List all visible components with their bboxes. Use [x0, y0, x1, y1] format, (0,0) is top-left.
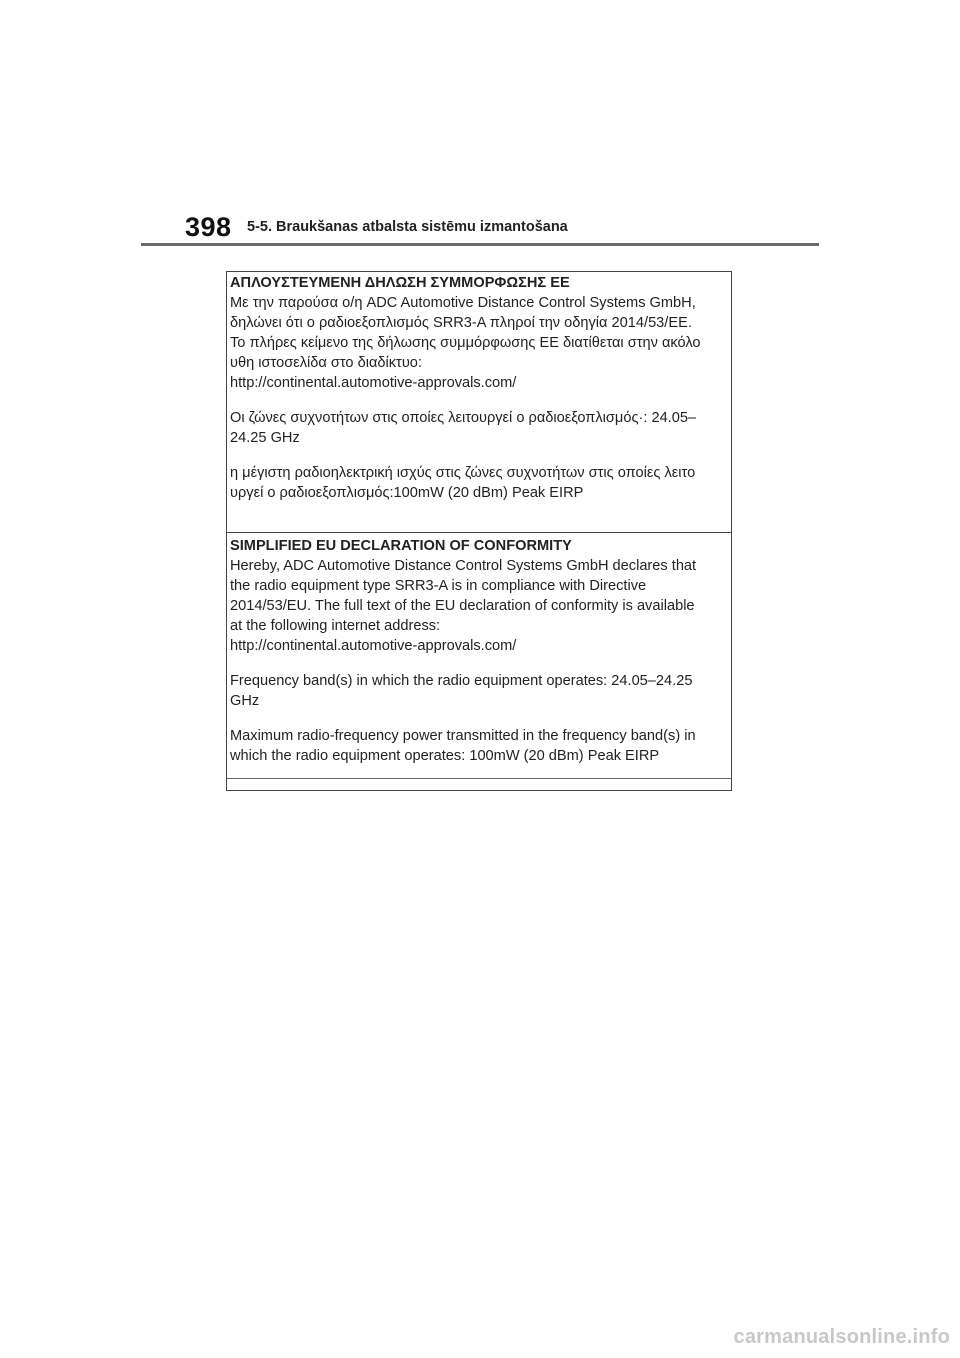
english-declaration-heading: SIMPLIFIED EU DECLARATION OF CONFORMITY [230, 538, 572, 554]
english-para1-line: at the following internet address: [230, 618, 441, 634]
english-para3-line: Maximum radio-frequency power transmitted in the frequency band(s) in [230, 728, 696, 744]
page-number: 398 [185, 212, 232, 242]
conformity-notice-box [226, 271, 732, 791]
greek-para1-line: δηλώνει ότι ο ραδιοεξοπλισμός SRR3-A πληροί την οδηγία 2014/53/ΕΕ. [230, 315, 692, 331]
greek-para1-line: υθη ιστοσελίδα στο διαδίκτυο: [230, 355, 422, 371]
page-header [0, 0, 960, 250]
paragraph-gap [230, 393, 729, 408]
greek-declaration-heading: ΑΠΛΟΥΣΤΕΥΜΕΝΗ ΔΗΛΩΣΗ ΣΥΜΜΟΡΦΩΣΗΣ ΕΕ [230, 275, 570, 291]
header-rule [141, 243, 819, 246]
paragraph-gap [230, 656, 729, 671]
section-title: 5-5. Braukšanas atbalsta sistēmu izmantošana [247, 219, 568, 235]
english-para1-line: Hereby, ADC Automotive Distance Control Systems GmbH declares that [230, 558, 697, 574]
greek-para3-line: η μέγιστη ραδιοηλεκτρική ισχύς στις ζώνες συχνοτήτων στις οποίες λειτο [230, 465, 696, 481]
section-divider [227, 532, 731, 533]
greek-declaration [230, 273, 729, 503]
english-url-line: http://continental.automotive-approvals.com/ [230, 638, 517, 654]
greek-para1-line: Το πλήρες κείμενο της δήλωσης συμμόρφωσης ΕΕ διατίθεται στην ακόλο [230, 335, 701, 351]
greek-url-line: http://continental.automotive-approvals.com/ [230, 375, 517, 391]
paragraph-gap [230, 711, 729, 726]
english-para3-line: which the radio equipment operates: 100mW (20 dBm) Peak EIRP [230, 748, 660, 764]
english-para2-line: Frequency band(s) in which the radio equipment operates: 24.05–24.25 [230, 673, 693, 689]
box-bottom-rule [227, 778, 731, 779]
english-para1-line: the radio equipment type SRR3-A is in compliance with Directive [230, 578, 647, 594]
greek-para2-line: Οι ζώνες συχνοτήτων στις οποίες λειτουργεί ο ραδιοεξοπλισμός·: 24.05– [230, 410, 697, 426]
english-para1-line: 2014/53/EU. The full text of the EU declaration of conformity is available [230, 598, 695, 614]
greek-para1-line: Με την παρούσα ο/η ADC Automotive Distance Control Systems GmbH, [230, 295, 696, 311]
paragraph-gap [230, 448, 729, 463]
english-declaration [230, 536, 729, 766]
watermark: carmanualsonline.info [733, 1326, 950, 1348]
english-para2-line: GHz [230, 693, 260, 709]
greek-para3-line: υργεί ο ραδιοεξοπλισμός:100mW (20 dBm) Peak EIRP [230, 485, 584, 501]
greek-para2-line: 24.25 GHz [230, 430, 300, 446]
